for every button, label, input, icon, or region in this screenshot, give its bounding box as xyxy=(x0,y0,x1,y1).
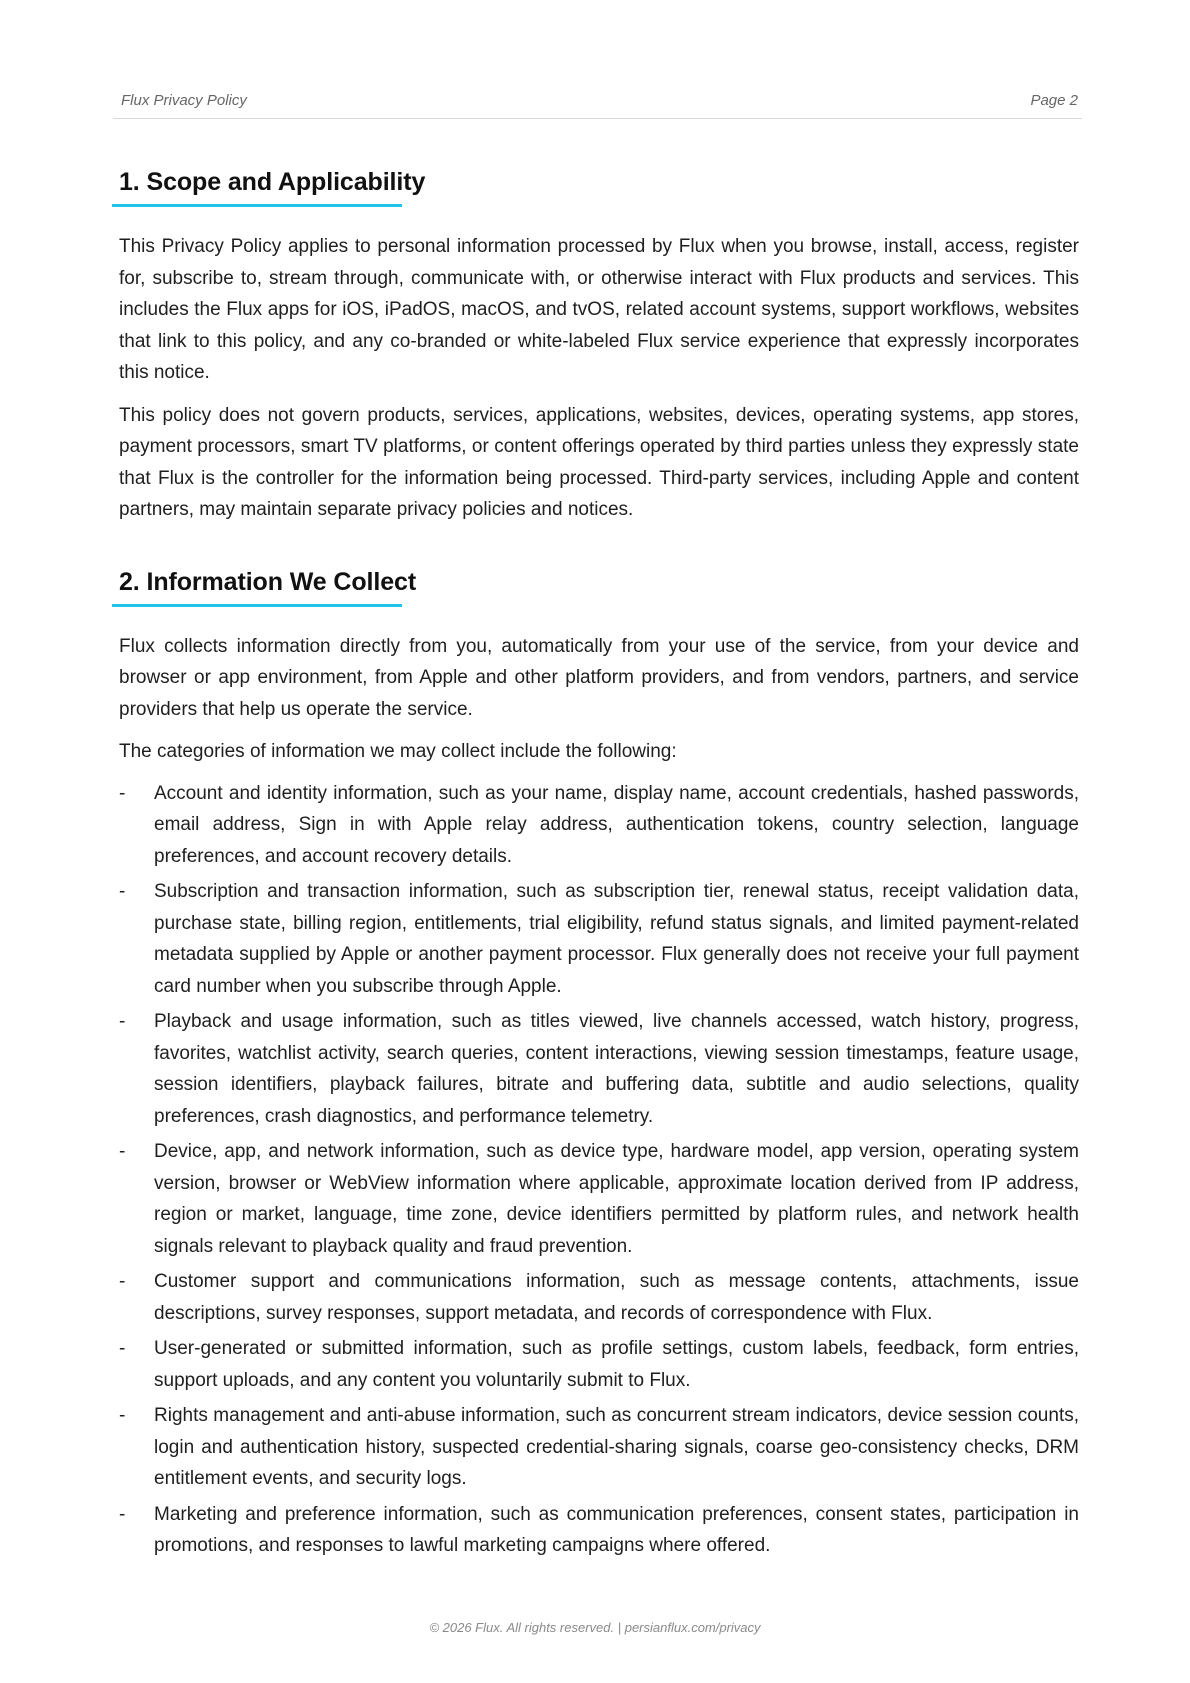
list-item xyxy=(119,1499,1079,1562)
bullet-dash: - xyxy=(119,1271,126,1292)
list-item-text: User-generated or submitted information, such as profile settings, custom labels, feedback, form entries, support uploads, and any content you voluntarily submit to Flux. xyxy=(154,1338,1079,1391)
bullet-dash: - xyxy=(119,1338,126,1359)
paragraph: This policy does not govern products, services, applications, websites, devices, operating systems, app stores, payment processors, smart TV platforms, or content offerings operated by third parties unless they expressly state that Flux is the controller for the information being processed. Third-party services, including Apple and content partners, may maintain separate privacy policies and notices. xyxy=(119,404,1079,520)
bullet-dash: - xyxy=(119,1405,126,1426)
section-information-collected xyxy=(119,568,1079,1562)
document-title: Flux Privacy Policy xyxy=(121,92,247,109)
list-item xyxy=(119,876,1079,1002)
bullet-dash: - xyxy=(119,782,126,804)
document-body xyxy=(119,168,1079,1566)
list-item-text: Rights management and anti-abuse information, such as concurrent stream indicators, device session counts, login and authentication history, suspected credential-sharing signals, coarse geo-consistency checks, DRM entitlement events, and security logs. xyxy=(154,1405,1079,1489)
bullet-dash: - xyxy=(119,1141,126,1162)
list-item xyxy=(119,1333,1079,1396)
list-item xyxy=(119,1400,1079,1495)
bullet-dash: - xyxy=(119,881,126,902)
section-heading: 2. Information We Collect xyxy=(119,567,417,596)
list-item xyxy=(119,1266,1079,1329)
list-item xyxy=(119,778,1079,873)
list-item xyxy=(119,1136,1079,1262)
bullet-dash: - xyxy=(119,1503,126,1525)
list-item-text: Customer support and communications information, such as message contents, attachments, issue descriptions, survey responses, support metadata, and records of correspondence with Flux. xyxy=(154,1271,1079,1324)
list-item xyxy=(119,1006,1079,1132)
footer-text: © 2026 Flux. All rights reserved. | persianflux.com/privacy xyxy=(429,1620,761,1635)
section-heading: 1. Scope and Applicability xyxy=(119,168,426,196)
section-scope xyxy=(119,168,1079,526)
list-item-text: Account and identity information, such as your name, display name, account credentials, hashed passwords, email address, Sign in with Apple relay address, authentication tokens, country selection, language preferences, and account recovery details. xyxy=(154,782,1079,867)
paragraph: Flux collects information directly from you, automatically from your use of the service, from your device and browser or app environment, from Apple and other platform providers, and from vendors, partners, and service providers that help us operate the service. xyxy=(119,635,1079,720)
bullet-dash: - xyxy=(119,1011,126,1032)
information-categories-list xyxy=(119,778,1079,1562)
page-footer xyxy=(0,1620,1190,1635)
paragraph: The categories of information we may collect include the following: xyxy=(119,741,677,762)
heading-underline xyxy=(112,604,402,607)
list-item-text: Subscription and transaction information, such as subscription tier, renewal status, receipt validation data, purchase state, billing region, entitlements, trial eligibility, refund status signals, and limited payment-related metadata supplied by Apple or another payment processor. Flux generally does not receive your full payment card number when you subscribe through Apple. xyxy=(154,881,1079,997)
paragraph: This Privacy Policy applies to personal information processed by Flux when you browse, install, access, register for, subscribe to, stream through, communicate with, or otherwise interact with Flux products and services. This includes the Flux apps for iOS, iPadOS, macOS, and tvOS, related account systems, support workflows, websites that link to this policy, and any co-branded or white-labeled Flux service experience that expressly incorporates this notice. xyxy=(119,236,1079,383)
page-number: Page 2 xyxy=(1030,92,1078,109)
list-item-text: Marketing and preference information, such as communication preferences, consent states, participation in promotions, and responses to lawful marketing campaigns where offered. xyxy=(154,1503,1079,1556)
list-item-text: Playback and usage information, such as titles viewed, live channels accessed, watch history, progress, favorites, watchlist activity, search queries, content interactions, viewing session timestamps, feature usage, session identifiers, playback failures, bitrate and buffering data, subtitle and audio selections, quality preferences, crash diagnostics, and performance telemetry. xyxy=(154,1011,1079,1127)
heading-underline xyxy=(112,204,402,207)
list-item-text: Device, app, and network information, such as device type, hardware model, app version, operating system version, browser or WebView information where applicable, approximate location derived from IP address, region or market, language, time zone, device identifiers permitted by platform rules, and network health signals relevant to playback quality and fraud prevention. xyxy=(154,1141,1079,1257)
page-header xyxy=(113,88,1082,119)
